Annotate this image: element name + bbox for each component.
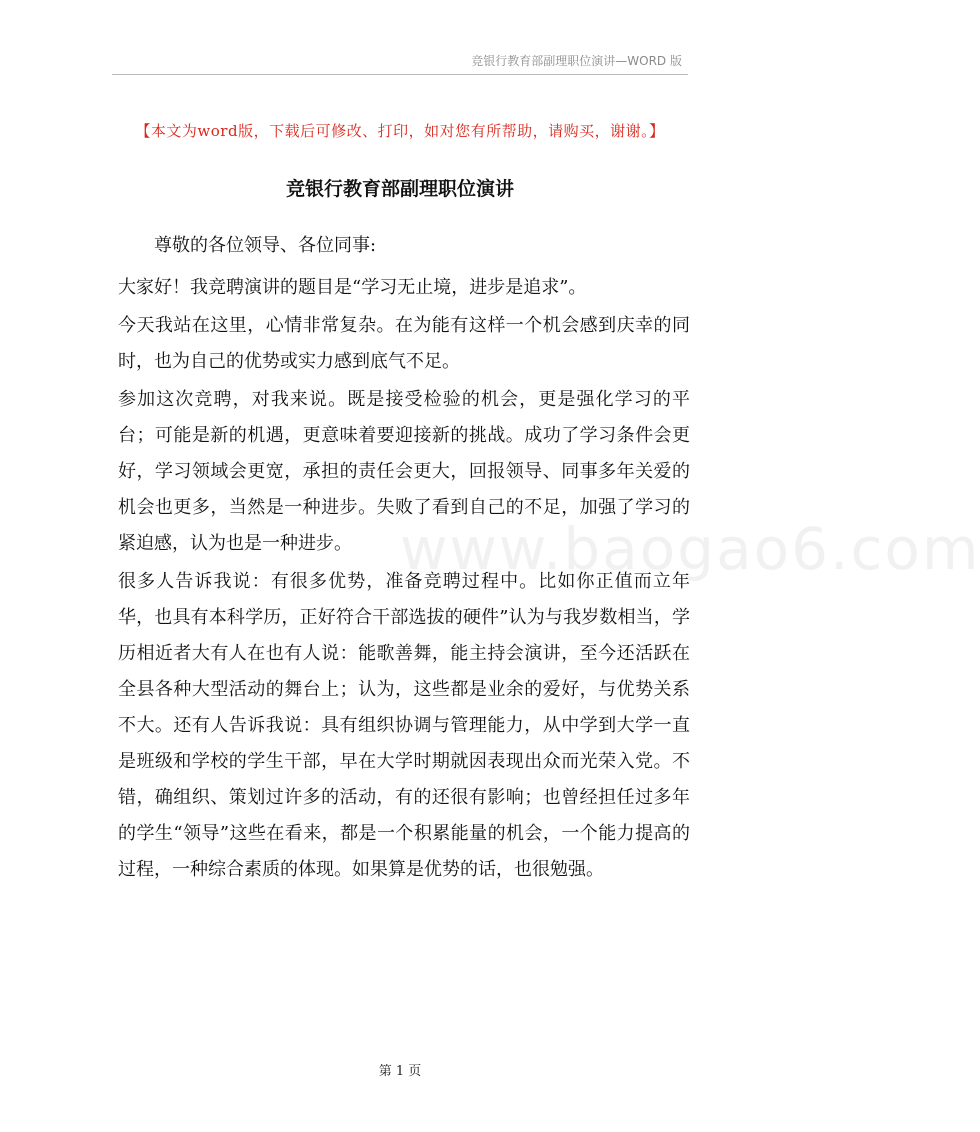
page-header-title: 竞银行教育部副理职位演讲—WORD 版 (471, 54, 682, 68)
salutation: 尊敬的各位领导、各位同事: (154, 235, 377, 256)
paragraph: 今天我站在这里，心情非常复杂。在为能有这样一个机会感到庆幸的同时，也为自己的优势或实力感到底气不足。 (118, 315, 690, 372)
header-divider (112, 74, 688, 75)
document-title: 竞银行教育部副理职位演讲 (285, 178, 514, 200)
document-body (118, 228, 690, 890)
paragraph: 大家好！我竞聘演讲的题目是“学习无止境，进步是追求”。 (118, 277, 587, 298)
page-number: 第 1 页 (378, 1064, 422, 1079)
paragraph: 很多人告诉我说：有很多优势，准备竞聘过程中。比如你正值而立年华，也具有本科学历，正好符合干部选拔的硬件”认为与我岁数相当，学历相近者大有人在也有人说：能歌善舞，能主持会演讲，至今还活跃在全县各种大型活动的舞台上；认为，这些都是业余的爱好，与优势关系不大。还有人告诉我说：具有组织协调与管理能力，从中学到大学一直是班级和学校的学生干部，早在大学时期就因表现出众而光荣入党。不错，确组织、策划过许多的活动，有的还很有影响；也曾经担任过多年的学生“领导”这些在看来，都是一个积累能量的机会，一个能力提高的过程，一种综合素质的体现。如果算是优势的话，也很勉强。 (118, 571, 690, 880)
watermark: www.baogao6.com (400, 515, 980, 583)
paragraph: 参加这次竞聘，对我来说。既是接受检验的机会，更是强化学习的平台；可能是新的机遇，更意味着要迎接新的挑战。成功了学习条件会更好，学习领域会更宽，承担的责任会更大，回报领导、同事多年关爱的机会也更多，当然是一种进步。失败了看到自己的不足，加强了学习的紧迫感，认为也是一种进步。 (118, 389, 690, 554)
purchase-notice: 【本文为word版，下载后可修改、打印，如对您有所帮助，请购买，谢谢。】 (135, 122, 665, 140)
